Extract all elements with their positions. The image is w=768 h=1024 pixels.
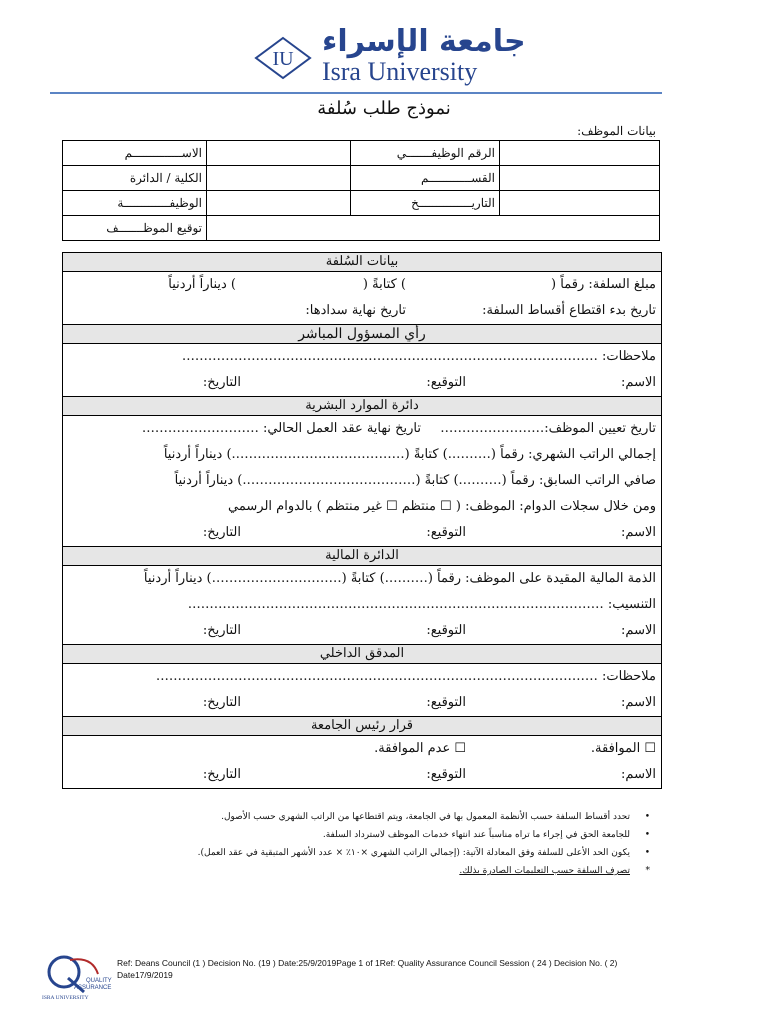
list-item [110,866,650,876]
form-sections [62,252,662,789]
list-item [110,848,650,858]
president-signature-label: التوقيع: [426,767,466,782]
finance-recommendation-row [63,592,661,618]
university-logo-mark [254,36,312,80]
note-text: تحدد أقساط السلفة حسب الأنظمة المعمول بها في الجامعة، ويتم اقتطاعها من الراتب الشهري حسب الأصول. [221,812,630,822]
manager-section-heading: رأي المسؤول المباشر [63,324,661,344]
department-field[interactable] [500,166,660,191]
manager-name-label: الاسم: [621,375,656,390]
employee-section-label: بيانات الموظف: [577,124,656,138]
finance-signature-label: التوقيع: [426,623,466,638]
finance-liabilities: الذمة المالية المقيدة على الموظف: رقماً (……….) كتابةً (…………………………) ديناراً أردنياً [143,571,656,586]
list-item [110,830,650,840]
quality-assurance-logo [40,952,112,1002]
note-text: يكون الحد الأعلى للسلفة وفق المعادلة الآتية: (إجمالي الراتب الشهري ×١٠٪ × عدد الأشهر المتبقية في عقد العمل). [197,848,630,858]
employee-no-label: الرقم الوظيفـــــــي [351,141,500,166]
note-text: تصرف السلفة حسب التعليمات الصادرة بذلك. [459,866,630,876]
table-row [63,191,660,216]
manager-date-label: التاريخ: [202,375,241,390]
hr-section-heading: دائرة الموارد البشرية [63,396,661,416]
finance-name-label: الاسم: [621,623,656,638]
table-row [63,216,660,241]
reject-checkbox[interactable]: ☐ عدم الموافقة. [374,741,466,756]
approve-checkbox[interactable]: ☐ الموافقة. [590,741,656,756]
hr-hire-date: تاريخ تعيين الموظف:…………………… [440,421,656,436]
job-field[interactable] [207,191,351,216]
audit-name-label: الاسم: [621,695,656,710]
finance-sign-row [63,618,661,644]
faculty-label: الكلية / الدائرة [63,166,207,191]
employee-name-field[interactable] [207,141,351,166]
finance-recommendation[interactable]: التنسيب: …………………………………………………………………………………… [187,597,656,612]
logo-text-quality: QUALITY [86,978,112,984]
university-name-arabic: جامعة الإسراء [322,24,526,59]
table-row [63,141,660,166]
job-label: الوظيفـــــــــــــة [63,191,207,216]
finance-section-heading: الدائرة المالية [63,546,661,566]
bullet-marker: • [644,812,650,822]
president-date-label: التاريخ: [202,767,241,782]
manager-notes[interactable]: ملاحظات: …………………………………………………………………………………… [181,349,656,364]
president-name-label: الاسم: [621,767,656,782]
logo-text-university: ISRA UNIVERSITY [42,995,89,1001]
audit-date-label: التاريخ: [202,695,241,710]
form-title: نموذج طلب سُلفة [317,98,451,119]
hr-net-salary: صافي الراتب السابق: رقماً (……….) كتابةً (………………………………….) ديناراً أردنياً [174,473,656,488]
audit-notes-row [63,664,661,690]
loan-amount-row [63,272,661,298]
hr-attendance-row [63,494,661,520]
note-text: للجامعة الحق في إجراء ما تراه مناسباً عند انتهاء خدمات الموظف لاسترداد السلفة. [322,830,630,840]
signature-field[interactable] [207,216,660,241]
asterisk-marker: * [645,866,650,876]
loan-amount-words: ) كتابةً ( [362,277,406,292]
audit-sign-row [63,690,661,716]
manager-signature-label: التوقيع: [426,375,466,390]
footer-reference: Ref: Deans Council (1 ) Decision No. (19 ) Date:25/9/2019Page 1 of 1Ref: Quality Assurance Council Session ( 24 ) Decision No. ( 2) Date17/9/2019 [117,958,618,980]
loan-start-date-label: تاريخ بدء اقتطاع أقساط السلفة: [482,303,656,318]
manager-sign-row [63,370,661,396]
audit-section-heading: المدقق الداخلي [63,644,661,664]
header-divider [50,92,662,94]
hr-gross-salary: إجمالي الراتب الشهري: رقماً (……….) كتابةً (………………………………….) ديناراً أردنياً [163,447,656,462]
department-label: القســــــــــــم [351,166,500,191]
logo-letters: IU [272,48,294,70]
finance-date-label: التاريخ: [202,623,241,638]
loan-dates-row [63,298,661,324]
hr-gross-salary-row [63,442,661,468]
hr-net-salary-row [63,468,661,494]
table-row [63,166,660,191]
president-section-heading: قرار رئيس الجامعة [63,716,661,736]
hr-attendance[interactable]: ومن خلال سجلات الدوام: الموظف: ( ☐ منتظم ☐ غير منتظم ) بالدوام الرسمي [228,499,656,514]
hr-dates-row [63,416,661,442]
date-field[interactable] [500,191,660,216]
faculty-field[interactable] [207,166,351,191]
employee-info-table [62,140,660,241]
loan-amount-currency: ) ديناراً أردنياً [168,277,236,292]
employee-name-label: الاســــــــــــــم [63,141,207,166]
notes-list [110,812,650,884]
loan-section-heading: بيانات السُلفة [63,253,661,272]
signature-label: توقيع الموظـــــــف [63,216,207,241]
date-label: التاريـــــــــــــــخ [351,191,500,216]
manager-notes-row [63,344,661,370]
list-item [110,812,650,822]
loan-end-date-label: تاريخ نهاية سدادها: [305,303,406,318]
finance-liabilities-row [63,566,661,592]
president-decision-row [63,736,661,762]
employee-no-field[interactable] [500,141,660,166]
hr-signature-label: التوقيع: [426,525,466,540]
audit-notes[interactable]: ملاحظات: ………………………………………………………………………………………… [155,669,656,684]
president-sign-row [63,762,661,788]
bullet-marker: • [644,848,650,858]
loan-amount-label: مبلغ السلفة: رقماً ( [551,277,656,292]
logo-text-assurance: ASSURANCE [74,985,112,991]
hr-date-label: التاريخ: [202,525,241,540]
hr-sign-row [63,520,661,546]
university-name-english: Isra University [322,57,478,86]
audit-signature-label: التوقيع: [426,695,466,710]
bullet-marker: • [644,830,650,840]
hr-contract-end: تاريخ نهاية عقد العمل الحالي: ……………………… [141,421,421,436]
hr-name-label: الاسم: [621,525,656,540]
